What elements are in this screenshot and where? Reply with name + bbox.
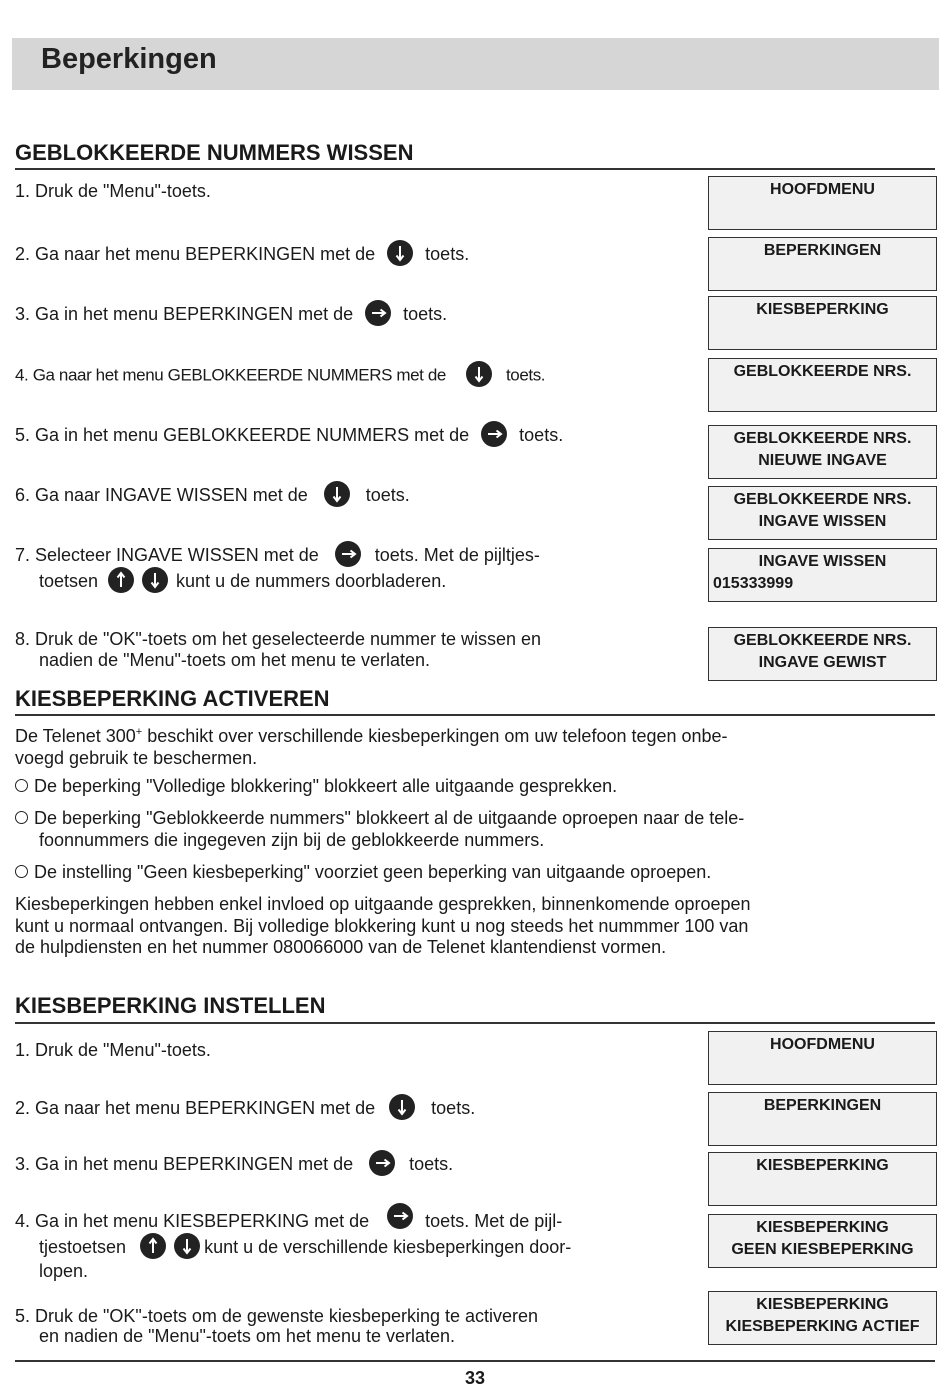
display-ingave-gewist: GEBLOKKEERDE NRS. INGAVE GEWIST [708,627,937,681]
intro-paragraph: De Telenet 300+ beschikt over verschillende kiesbeperkingen om uw telefoon tegen onbe- voegd gebruik te beschermen. [15,726,728,768]
bullet-circle-icon [15,811,28,824]
down-key-icon [466,361,492,387]
step-5: 5. Ga in het menu GEBLOKKEERDE NUMMERS met de toets. [15,423,563,449]
note-paragraph: Kiesbeperkingen hebben enkel invloed op uitgaande gesprekken, binnenkomende oproepen kunt u normaal ontvangen. Bij volledige blokkering kunt u nog steeds het nummmer 100 van de hulpdiensten en het nummer 080066000 van de Telenet klantendienst vormen. [15,894,751,957]
right-key-icon [365,300,391,326]
section-divider [15,714,935,716]
display-ingave-wissen: GEBLOKKEERDE NRS. INGAVE WISSEN [708,486,937,540]
section-divider [15,168,935,170]
bullet-item: De beperking "Geblokkeerde nummers" blokkeert al de uitgaande oproepen naar de tele- foonnummers die ingegeven zijn bij de geblokkeerde nummers. [15,808,925,851]
display-nieuwe-ingave: GEBLOKKEERDE NRS. NIEUWE INGAVE [708,425,937,479]
down-key-icon [174,1233,200,1259]
page-number: 33 [464,1368,486,1388]
right-key-icon [369,1150,395,1176]
step-1: 1. Druk de "Menu"-toets. [15,1040,211,1060]
step-2: 2. Ga naar het menu BEPERKINGEN met de toets. [15,242,469,268]
step-5: 5. Druk de "OK"-toets om de gewenste kiesbeperking te activeren en nadien de "Menu"-toets om het menu te verlaten. [15,1306,539,1346]
step-1: 1. Druk de "Menu"-toets. [15,181,211,201]
display-geblokkeerde-nrs: GEBLOKKEERDE NRS. [708,358,937,412]
page-header [12,38,939,90]
step-2: 2. Ga naar het menu BEPERKINGEN met de toets. [15,1096,475,1122]
down-key-icon [389,1094,415,1120]
up-key-icon [108,567,134,593]
step-4: 4. Ga in het menu KIESBEPERKING met de toets. Met de pijl- tjestoetsen kunt u de verschillende kiesbeperkingen door- lopen. [15,1209,571,1281]
display-hoofdmenu: HOOFDMENU [708,176,937,230]
section-title-nummers-wissen: GEBLOKKEERDE NUMMERS WISSEN [15,140,414,165]
down-key-icon [387,240,413,266]
bullet-circle-icon [15,865,28,878]
down-key-icon [142,567,168,593]
step-7: 7. Selecteer INGAVE WISSEN met de toets. Met de pijltjes- toetsen kunt u de nummers doorbladeren. [15,543,540,595]
display-ingave-nummer: INGAVE WISSEN 015333999 [708,548,937,602]
step-3: 3. Ga in het menu BEPERKINGEN met de toets. [15,1152,453,1178]
display-geen-kiesbeperking: KIESBEPERKING GEEN KIESBEPERKING [708,1214,937,1268]
section-divider [15,1022,935,1024]
down-key-icon [324,481,350,507]
step-4: 4. Ga naar het menu GEBLOKKEERDE NUMMERS met de toets. [15,363,545,389]
footer-divider [15,1360,935,1362]
right-key-icon [335,541,361,567]
bullet-item: De instelling "Geen kiesbeperking" voorziet geen beperking van uitgaande oproepen. [15,862,925,884]
display-kiesbeperking-actief: KIESBEPERKING KIESBEPERKING ACTIEF [708,1291,937,1345]
page-title: Beperkingen [41,43,217,75]
display-beperkingen: BEPERKINGEN [708,1092,937,1146]
section-title-activeren: KIESBEPERKING ACTIVEREN [15,686,330,711]
bullet-circle-icon [15,779,28,792]
display-kiesbeperking: KIESBEPERKING [708,296,937,350]
display-hoofdmenu: HOOFDMENU [708,1031,937,1085]
right-key-icon [387,1203,413,1229]
step-3: 3. Ga in het menu BEPERKINGEN met de toets. [15,302,447,328]
step-6: 6. Ga naar INGAVE WISSEN met de toets. [15,483,410,509]
bullet-item: De beperking "Volledige blokkering" blokkeert alle uitgaande gesprekken. [15,776,925,798]
step-8: 8. Druk de "OK"-toets om het geselecteerde nummer te wissen en nadien de "Menu"-toets om het menu te verlaten. [15,629,542,670]
up-key-icon [140,1233,166,1259]
display-beperkingen: BEPERKINGEN [708,237,937,291]
right-key-icon [481,421,507,447]
section-title-instellen: KIESBEPERKING INSTELLEN [15,993,326,1018]
display-kiesbeperking: KIESBEPERKING [708,1152,937,1206]
